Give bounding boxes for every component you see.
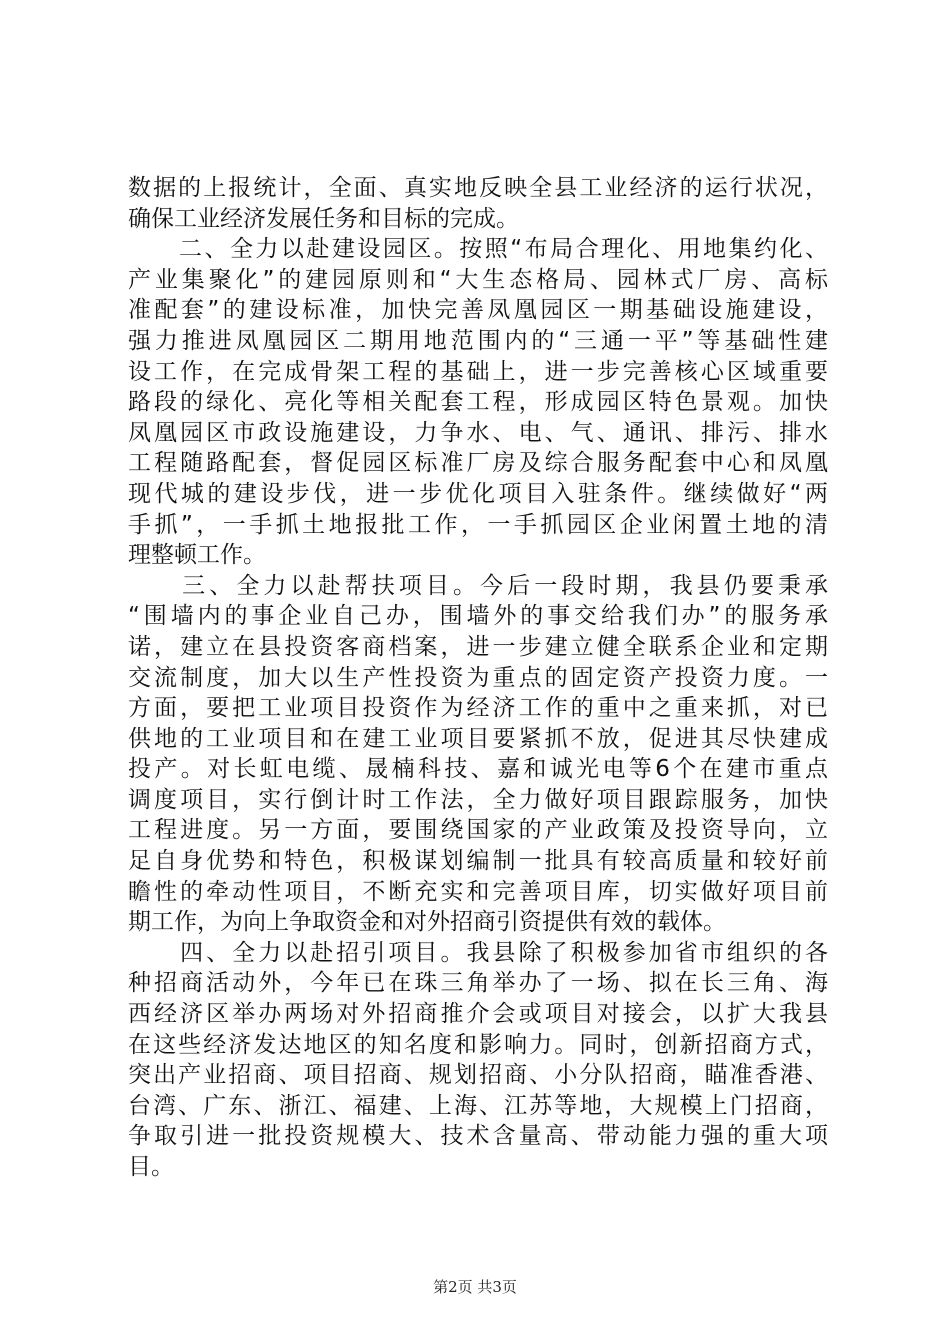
text-line: 交流制度，加大以生产性投资为重点的固定资产投资力度。一: [128, 664, 828, 691]
text-line: 工程随路配套，督促园区标准厂房及综合服务配套中心和凤凰: [128, 450, 828, 477]
text-line: 设工作，在完成骨架工程的基础上，进一步完善核心区域重要: [128, 358, 828, 385]
text-line: 确保工业经济发展任务和目标的完成。: [128, 205, 519, 232]
text-line: “围墙内的事企业自己办，围墙外的事交给我们办”的服务承: [128, 603, 828, 630]
text-line: 突出产业招商、项目招商、规划招商、小分队招商，瞄准香港、: [128, 1062, 828, 1089]
text-line: 方面，要把工业项目投资作为经济工作的重中之重来抓，对已: [128, 695, 828, 722]
text-line: 工程进度。另一方面，要围绕国家的产业政策及投资导向，立: [128, 817, 828, 844]
text-line: 西经济区举办两场对外招商推介会或项目对接会，以扩大我县: [128, 1001, 828, 1028]
text-line: 目。: [128, 1154, 174, 1180]
text-line: 瞻性的牵动性项目，不断充实和完善项目库，切实做好项目前: [128, 878, 828, 905]
text-line: 产业集聚化”的建园原则和“大生态格局、园林式厂房、高标: [128, 266, 828, 293]
text-line: 准配套”的建设标准，加快完善凤凰园区一期基础设施建设，: [128, 297, 828, 324]
text-line: 凤凰园区市政设施建设，力争水、电、气、通讯、排污、排水: [128, 419, 828, 446]
text-line: 数据的上报统计，全面、真实地反映全县工业经济的运行状况，: [128, 175, 828, 201]
page-footer: [0, 1277, 950, 1297]
text-line: 路段的绿化、亮化等相关配套工程，形成园区特色景观。加快: [128, 389, 828, 416]
body-text: [128, 173, 828, 1183]
text-line: 理整顿工作。: [128, 542, 266, 569]
text-line: 调度项目，实行倒计时工作法，全力做好项目跟踪服务，加快: [128, 786, 828, 813]
text-line: 四、全力以赴招引项目。我县除了积极参加省市组织的各: [128, 939, 828, 966]
text-line: 足自身优势和特色，积极谋划编制一批具有较高质量和较好前: [128, 848, 828, 875]
text-line: 投产。对长虹电缆、晟楠科技、嘉和诚光电等6个在建市重点: [128, 756, 828, 783]
text-line: 现代城的建设步伐，进一步优化项目入驻条件。继续做好“两: [128, 480, 828, 507]
text-line: 争取引进一批投资规模大、技术含量高、带动能力强的重大项: [128, 1123, 828, 1150]
text-line: 二、全力以赴建设园区。按照“布局合理化、用地集约化、: [128, 236, 828, 263]
text-line: 供地的工业项目和在建工业项目要紧抓不放，促进其尽快建成: [128, 725, 828, 752]
text-line: 手抓”，一手抓土地报批工作，一手抓园区企业闲置土地的清: [128, 511, 828, 538]
text-line: 诺，建立在县投资客商档案，进一步建立健全联系企业和定期: [128, 633, 828, 660]
text-line: 期工作，为向上争取资金和对外招商引资提供有效的载体。: [128, 909, 726, 936]
text-line: 强力推进凤凰园区二期用地范围内的“三通一平”等基础性建: [128, 327, 828, 354]
text-line: 台湾、广东、浙江、福建、上海、江苏等地，大规模上门招商，: [128, 1092, 828, 1119]
text-line: 在这些经济发达地区的知名度和影响力。同时，创新招商方式，: [128, 1031, 828, 1058]
text-line: 三、全力以赴帮扶项目。今后一段时期，我县仍要秉承: [128, 572, 828, 599]
text-line: 种招商活动外，今年已在珠三角举办了一场、拟在长三角、海: [128, 970, 828, 997]
page-number-label: 第2页 共3页: [433, 1278, 517, 1296]
